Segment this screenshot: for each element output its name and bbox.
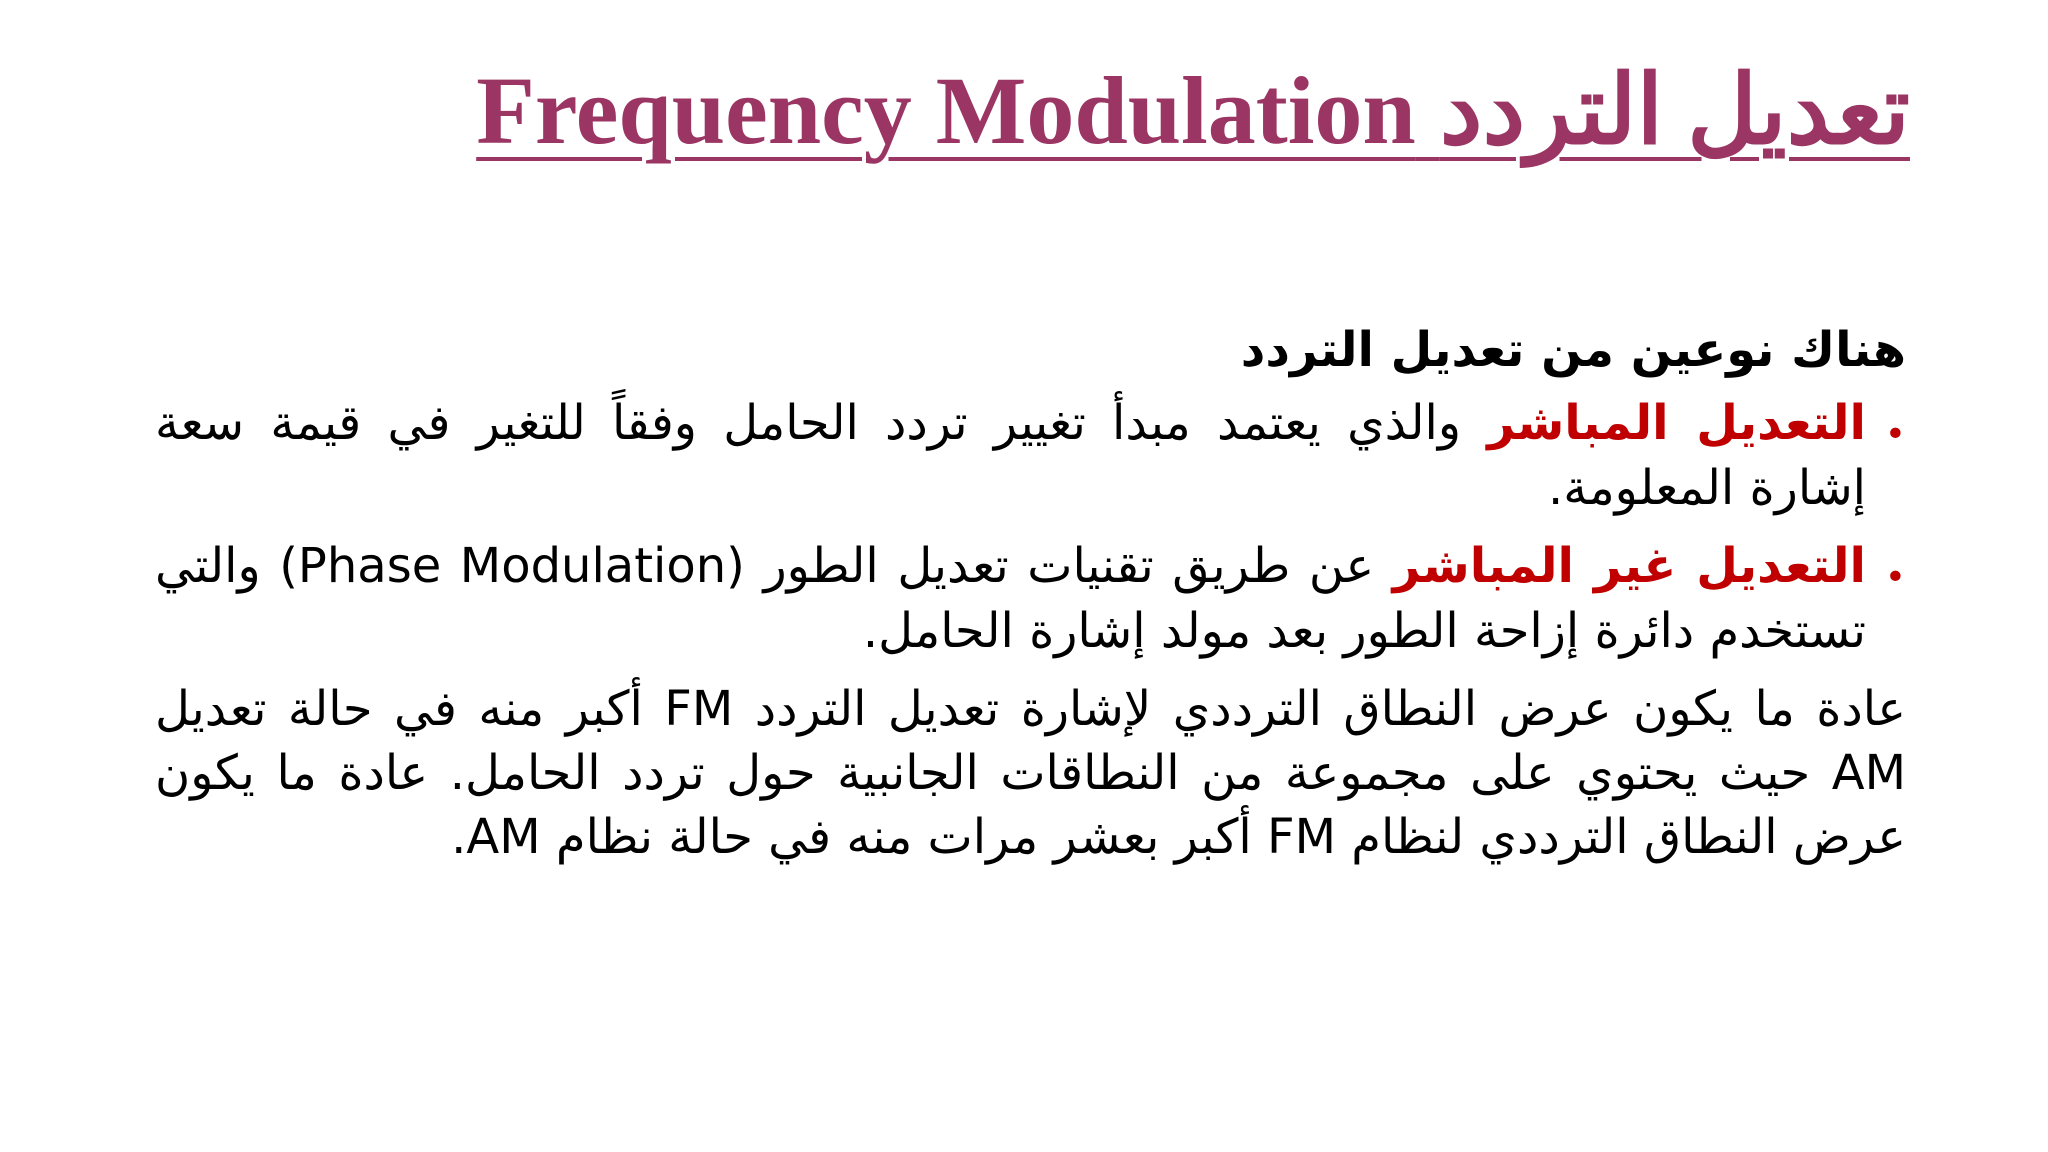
- lead-heading: هناك نوعين من تعديل التردد: [1240, 322, 1906, 378]
- bullet-item-direct: [155, 391, 1906, 521]
- slide-content: [155, 318, 1906, 869]
- bullet-dot-icon: •: [1884, 413, 1906, 455]
- title-underlined: [476, 57, 1910, 164]
- bullet-dot-icon: •: [1884, 557, 1906, 599]
- title-arabic: تعديل التردد: [1439, 57, 1910, 164]
- bullet-highlight: التعديل غير المباشر: [1392, 538, 1866, 595]
- slide-title: [410, 58, 1910, 164]
- bullet-list: [155, 391, 1906, 664]
- body-paragraph: عادة ما يكون عرض النطاق الترددي لإشارة تعديل التردد FM أكبر منه في حالة تعديل AM حيث يحتوي على مجموعة من النطاقات الجانبية حول تردد الحامل. عادة ما يكون عرض النطاق الترددي لنظام FM أكبر بعشر مرات منه في حالة نظام AM.: [155, 680, 1907, 865]
- bullet-item-indirect: [155, 534, 1906, 664]
- title-english: Frequency Modulation: [476, 57, 1416, 164]
- bullet-text: عن طريق تقنيات تعديل الطور (Phase Modulation) والتي تستخدم دائرة إزاحة الطور بعد مولد إشارة الحامل.: [155, 538, 1866, 660]
- bullet-highlight: التعديل المباشر: [1487, 394, 1866, 451]
- bullet-text: والذي يعتمد مبدأ تغيير تردد الحامل وفقاً للتغير في قيمة سعة إشارة المعلومة.: [155, 394, 1866, 516]
